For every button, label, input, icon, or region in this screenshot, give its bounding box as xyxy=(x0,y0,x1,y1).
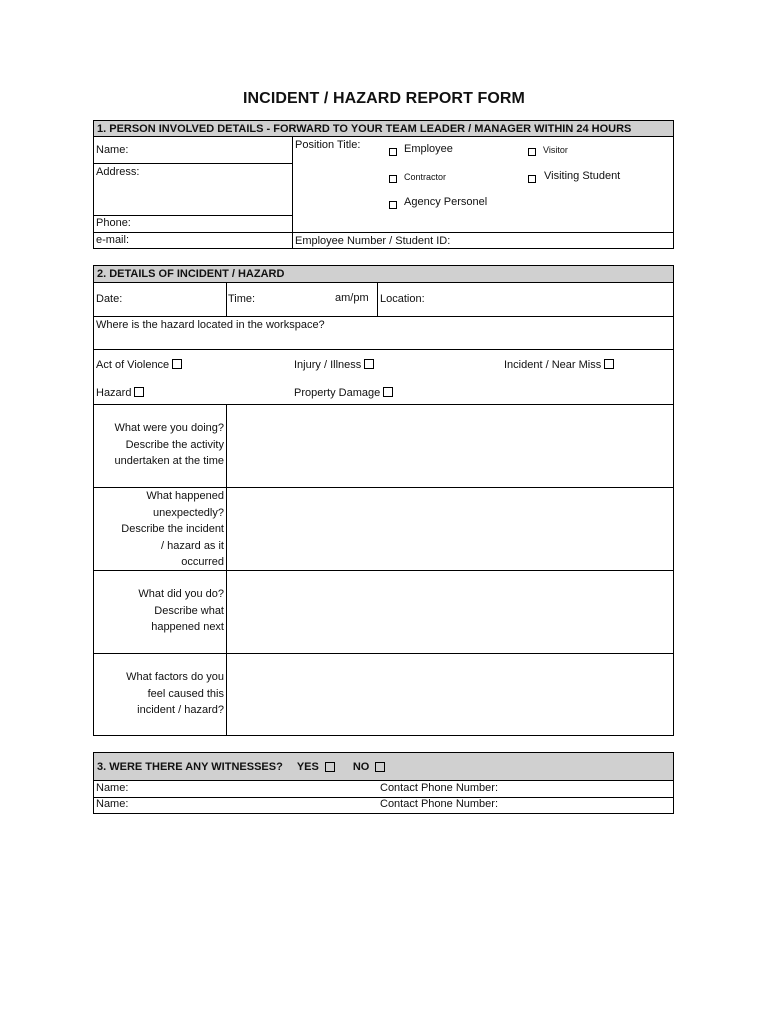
question-line: incident / hazard? xyxy=(137,704,224,716)
email-field[interactable]: e-mail: xyxy=(96,234,130,246)
question-line: feel caused this xyxy=(147,687,224,700)
divider xyxy=(377,283,378,316)
divider xyxy=(94,232,673,233)
position-title-label: Position Title: xyxy=(295,139,361,151)
property-damage-option[interactable] xyxy=(294,387,393,399)
employee-number-field[interactable]: Employee Number / Student ID: xyxy=(295,235,451,247)
section-3-header xyxy=(94,753,673,781)
answer-what-did-you-do-field[interactable] xyxy=(227,571,673,653)
visiting-student-checkbox[interactable] xyxy=(528,175,536,183)
question-what-doing xyxy=(96,420,224,470)
question-line: What factors do you xyxy=(126,671,224,683)
ampm-label: am/pm xyxy=(335,292,369,304)
section-2-header: 2. DETAILS OF INCIDENT / HAZARD xyxy=(94,266,673,283)
name-field[interactable]: Name: xyxy=(96,144,129,156)
contractor-option-label: Contractor xyxy=(404,172,447,182)
phone-field[interactable]: Phone: xyxy=(96,217,131,229)
question-line: / hazard as it xyxy=(161,539,224,552)
question-what-happened xyxy=(96,488,224,571)
hazard-location-field[interactable]: Where is the hazard located in the workspace? xyxy=(96,319,325,331)
question-line: unexpectedly? xyxy=(153,506,224,519)
question-line: Describe the incident xyxy=(121,523,224,535)
section-3-title: 3. WERE THERE ANY WITNESSES? xyxy=(97,760,283,773)
divider xyxy=(94,349,673,350)
witness-1-name-field[interactable]: Name: xyxy=(96,782,129,794)
question-line: undertaken at the time xyxy=(114,455,224,467)
witness-no-checkbox[interactable] xyxy=(375,762,385,772)
property-damage-label: Property Damage xyxy=(294,387,381,399)
incident-near-miss-checkbox[interactable] xyxy=(604,359,614,369)
question-line: Describe the activity xyxy=(125,438,224,451)
employee-checkbox[interactable] xyxy=(389,148,397,156)
act-of-violence-label: Act of Violence xyxy=(96,359,170,371)
divider xyxy=(94,215,292,216)
section-1-header: 1. PERSON INVOLVED DETAILS - FORWARD TO YOUR TEAM LEADER / MANAGER WITHIN 24 HOURS xyxy=(94,121,673,137)
witness-no-label: NO xyxy=(352,760,370,773)
visiting-student-option-label: Visiting Student xyxy=(544,170,621,182)
incident-near-miss-label: Incident / Near Miss xyxy=(504,359,602,371)
hazard-option[interactable] xyxy=(96,387,144,399)
hazard-label: Hazard xyxy=(96,387,132,399)
question-line: happened next xyxy=(151,621,224,633)
visitor-option-label: Visitor xyxy=(543,145,568,155)
answer-what-happened-field[interactable] xyxy=(227,488,673,570)
question-line: Describe what xyxy=(154,604,224,617)
injury-illness-option[interactable] xyxy=(294,359,374,371)
property-damage-checkbox[interactable] xyxy=(383,387,393,397)
witness-2-name-field[interactable]: Name: xyxy=(96,798,129,810)
employee-option-label: Employee xyxy=(404,143,453,155)
location-field[interactable]: Location: xyxy=(380,293,425,305)
question-line: What were you doing? xyxy=(114,422,224,434)
witness-yes-label: YES xyxy=(296,760,319,773)
act-of-violence-checkbox[interactable] xyxy=(172,359,182,369)
address-field[interactable]: Address: xyxy=(96,166,140,178)
hazard-checkbox[interactable] xyxy=(134,387,144,397)
answer-what-doing-field[interactable] xyxy=(227,405,673,487)
witness-yes-checkbox[interactable] xyxy=(325,762,335,772)
question-line: What happened xyxy=(146,490,224,502)
witness-2-contact-field[interactable]: Contact Phone Number: xyxy=(380,798,499,810)
divider xyxy=(94,163,292,164)
incident-near-miss-option[interactable] xyxy=(504,359,614,371)
question-line: What did you do? xyxy=(138,588,224,600)
divider xyxy=(226,283,227,316)
agency-personel-option-label: Agency Personel xyxy=(404,196,488,208)
date-field[interactable]: Date: xyxy=(96,293,123,305)
divider xyxy=(94,316,673,317)
agency-personel-checkbox[interactable] xyxy=(389,201,397,209)
form-title: INCIDENT / HAZARD REPORT FORM xyxy=(242,90,525,107)
answer-factors-field[interactable] xyxy=(227,654,673,735)
contractor-checkbox[interactable] xyxy=(389,175,397,183)
visitor-checkbox[interactable] xyxy=(528,148,536,156)
injury-illness-checkbox[interactable] xyxy=(364,359,374,369)
section-witnesses xyxy=(93,752,674,814)
section-incident-details xyxy=(93,265,674,736)
question-factors xyxy=(96,669,224,719)
time-field[interactable]: Time: xyxy=(228,293,256,305)
act-of-violence-option[interactable] xyxy=(96,359,182,371)
section-person-involved xyxy=(93,120,674,249)
injury-illness-label: Injury / Illness xyxy=(294,359,362,371)
witness-1-contact-field[interactable]: Contact Phone Number: xyxy=(380,782,499,794)
question-what-did-you-do xyxy=(96,586,224,636)
question-line: occurred xyxy=(181,556,224,568)
